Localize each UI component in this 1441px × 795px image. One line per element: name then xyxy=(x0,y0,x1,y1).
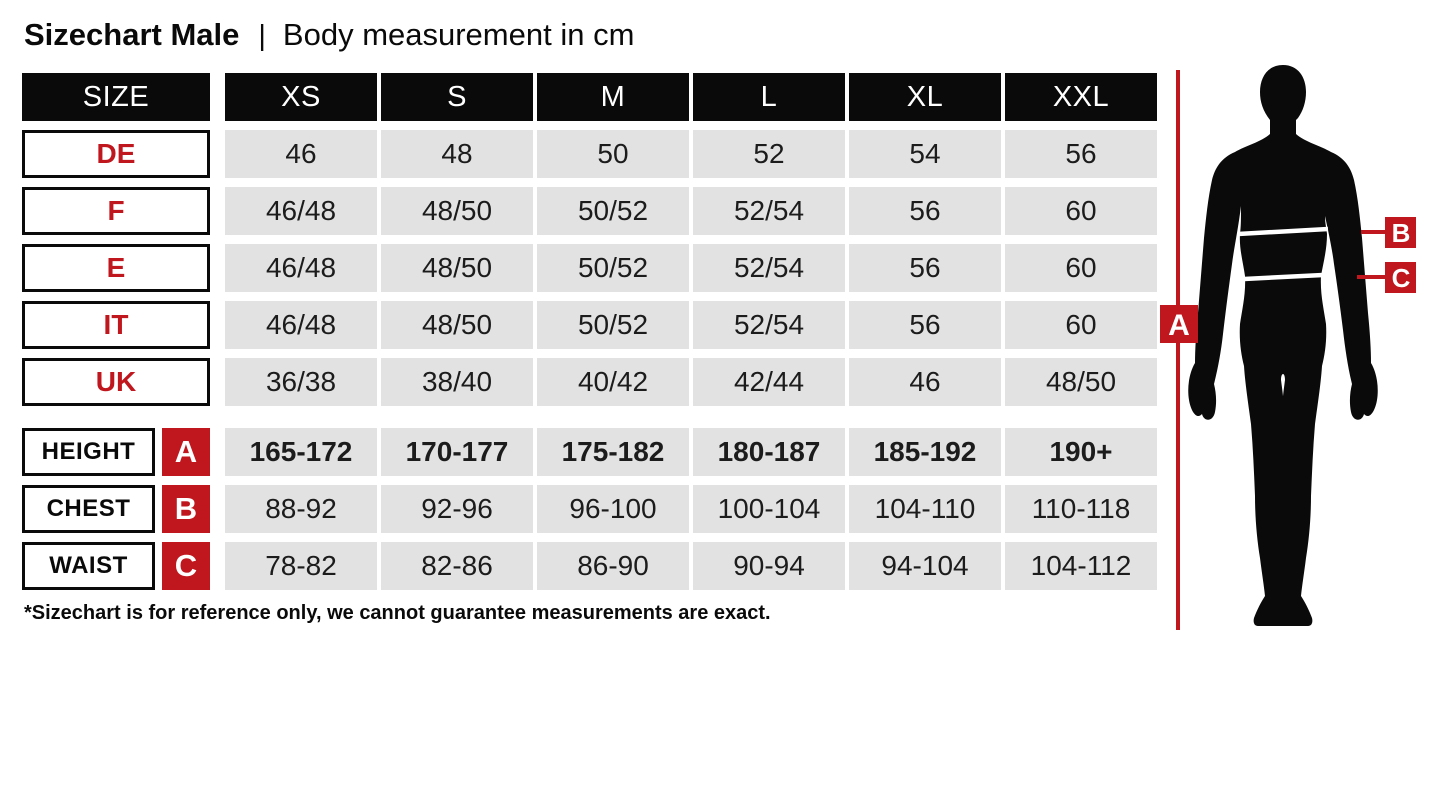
table-header-xs: XS xyxy=(225,73,377,121)
figure-marker-c-label: C xyxy=(1391,263,1411,293)
table-cell: 180-187 xyxy=(693,428,845,476)
table-cell: 50/52 xyxy=(537,244,689,292)
table-cell: 46 xyxy=(225,130,377,178)
row-label-de-text: DE xyxy=(22,130,210,178)
size-table xyxy=(22,73,1157,590)
table-cell: 86-90 xyxy=(537,542,689,590)
table-cell: 46 xyxy=(849,358,1001,406)
table-cell: 46/48 xyxy=(225,244,377,292)
table-cell: 104-112 xyxy=(1005,542,1157,590)
title-separator: | xyxy=(258,20,266,52)
table-header-l: L xyxy=(693,73,845,121)
table-cell: 88-92 xyxy=(225,485,377,533)
table-cell: 60 xyxy=(1005,187,1157,235)
page-title-main: Sizechart Male xyxy=(24,17,240,52)
marker-c-badge: C xyxy=(162,542,210,590)
page-title xyxy=(24,18,634,53)
table-section-spacer xyxy=(22,415,1157,419)
row-label-de xyxy=(22,130,221,178)
marker-a-badge: A xyxy=(162,428,210,476)
page-title-subtitle: Body measurement in cm xyxy=(282,17,635,52)
row-label-it xyxy=(22,301,221,349)
table-cell: 60 xyxy=(1005,244,1157,292)
table-cell: 165-172 xyxy=(225,428,377,476)
table-cell: 52/54 xyxy=(693,244,845,292)
table-cell: 40/42 xyxy=(537,358,689,406)
table-header-xxl: XXL xyxy=(1005,73,1157,121)
table-cell: 48/50 xyxy=(381,244,533,292)
table-cell: 60 xyxy=(1005,301,1157,349)
male-body-silhouette-figure xyxy=(1155,58,1441,643)
figure-marker-a-label: A xyxy=(1168,309,1190,342)
table-cell: 104-110 xyxy=(849,485,1001,533)
row-label-waist xyxy=(22,542,221,590)
table-header-m: M xyxy=(537,73,689,121)
row-label-it-text: IT xyxy=(22,301,210,349)
table-cell: 190+ xyxy=(1005,428,1157,476)
table-cell: 50 xyxy=(537,130,689,178)
table-cell: 90-94 xyxy=(693,542,845,590)
table-cell: 170-177 xyxy=(381,428,533,476)
footnote-text: *Sizechart is for reference only, we cannot guarantee measurements are exact. xyxy=(24,602,771,624)
row-label-waist-text: WAIST xyxy=(22,542,155,590)
row-label-height-text: HEIGHT xyxy=(22,428,155,476)
table-cell: 42/44 xyxy=(693,358,845,406)
table-cell: 92-96 xyxy=(381,485,533,533)
table-cell: 185-192 xyxy=(849,428,1001,476)
row-label-chest-text: CHEST xyxy=(22,485,155,533)
table-header-size xyxy=(22,73,221,121)
table-cell: 38/40 xyxy=(381,358,533,406)
table-cell: 48/50 xyxy=(1005,358,1157,406)
table-cell: 56 xyxy=(849,244,1001,292)
row-label-f xyxy=(22,187,221,235)
row-label-uk-text: UK xyxy=(22,358,210,406)
table-cell: 175-182 xyxy=(537,428,689,476)
table-cell: 110-118 xyxy=(1005,485,1157,533)
table-cell: 78-82 xyxy=(225,542,377,590)
table-cell: 94-104 xyxy=(849,542,1001,590)
row-label-e-text: E xyxy=(22,244,210,292)
row-label-height xyxy=(22,428,221,476)
table-cell: 48/50 xyxy=(381,301,533,349)
table-cell: 46/48 xyxy=(225,301,377,349)
figure-marker-b-label: B xyxy=(1391,218,1411,248)
table-cell: 52 xyxy=(693,130,845,178)
table-cell: 52/54 xyxy=(693,187,845,235)
row-label-uk xyxy=(22,358,221,406)
table-cell: 48 xyxy=(381,130,533,178)
male-body-silhouette-svg xyxy=(1155,58,1441,643)
table-cell: 52/54 xyxy=(693,301,845,349)
row-label-f-text: F xyxy=(22,187,210,235)
table-cell: 56 xyxy=(849,301,1001,349)
table-cell: 54 xyxy=(849,130,1001,178)
table-cell: 56 xyxy=(1005,130,1157,178)
table-cell: 100-104 xyxy=(693,485,845,533)
table-cell: 50/52 xyxy=(537,187,689,235)
table-cell: 48/50 xyxy=(381,187,533,235)
male-body-silhouette xyxy=(1188,65,1378,626)
table-cell: 96-100 xyxy=(537,485,689,533)
table-header-size-label: SIZE xyxy=(22,73,210,121)
row-label-e xyxy=(22,244,221,292)
table-cell: 82-86 xyxy=(381,542,533,590)
table-cell: 46/48 xyxy=(225,187,377,235)
table-header-s: S xyxy=(381,73,533,121)
marker-b-badge: B xyxy=(162,485,210,533)
row-label-chest xyxy=(22,485,221,533)
table-cell: 36/38 xyxy=(225,358,377,406)
table-cell: 56 xyxy=(849,187,1001,235)
table-cell: 50/52 xyxy=(537,301,689,349)
table-header-xl: XL xyxy=(849,73,1001,121)
